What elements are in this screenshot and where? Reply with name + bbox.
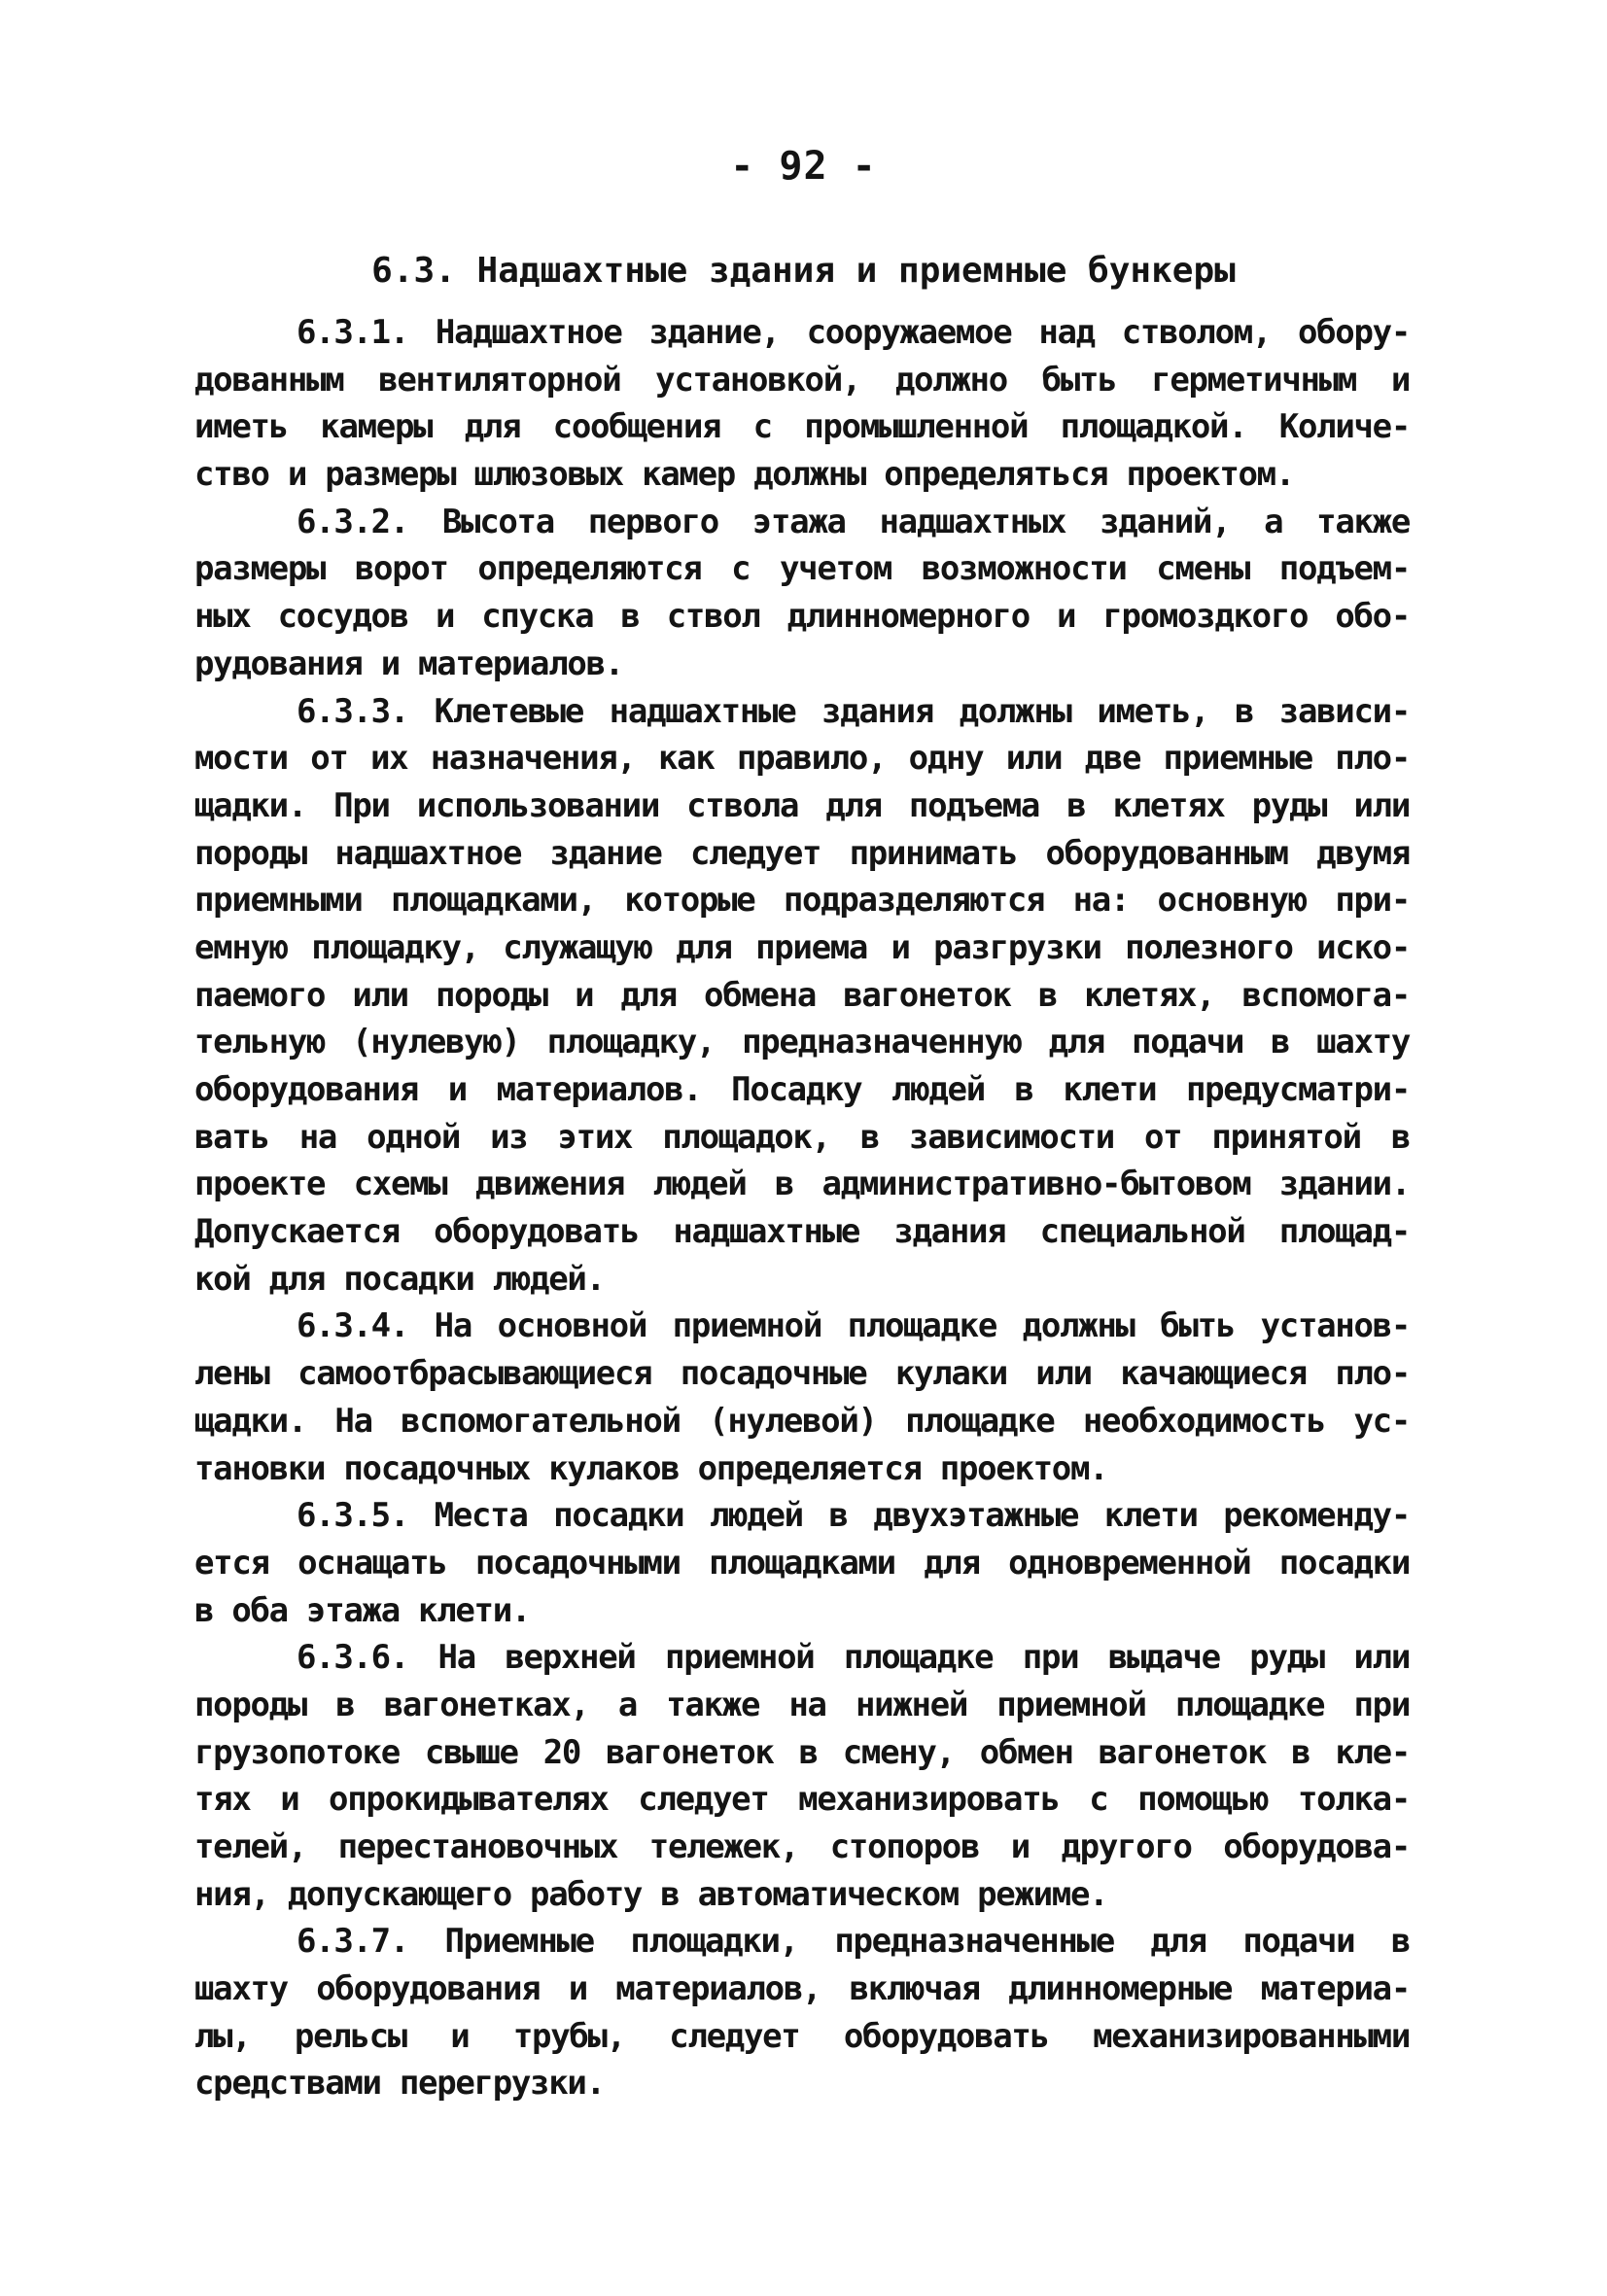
text-line: проекте схемы движения людей в административно-бытовом здании. [194, 1165, 1410, 1204]
text-line: мости от их назначения, как правило, одну или две приемные пло- [194, 739, 1410, 779]
text-line: 6.3.6. На верхней приемной площадке при выдаче руды или [297, 1638, 1410, 1678]
text-line: паемого или породы и для обмена вагонеток в клетях, вспомога- [194, 975, 1410, 1015]
text-line: кой для посадки людей. [194, 1259, 605, 1299]
text-line: в оба этажа клети. [194, 1590, 531, 1630]
text-line: лы, рельсы и трубы, следует оборудовать механизированными [194, 2016, 1410, 2056]
text-line: приемными площадками, которые подразделяются на: основную при- [194, 881, 1410, 921]
body-text [194, 309, 1410, 2107]
text-line: шахту оборудования и материалов, включая длинномерные материа- [194, 1969, 1410, 2009]
text-line: 6.3.7. Приемные площадки, предназначенные для подачи в [297, 1922, 1410, 1962]
text-line: Допускается оборудовать надшахтные здания специальной площад- [194, 1212, 1410, 1252]
text-line: ство и размеры шлюзовых камер должны определяться проектом. [194, 455, 1295, 495]
text-line: 6.3.3. Клетевые надшахтные здания должны иметь, в зависи- [297, 691, 1410, 731]
text-line: тях и опрокидывателях следует механизировать с помощью толка- [194, 1780, 1410, 1820]
text-line: вать на одной из этих площадок, в зависимости от принятой в [194, 1117, 1410, 1157]
text-line: иметь камеры для сообщения с промышленной площадкой. Количе- [194, 407, 1410, 447]
text-line: щадки. На вспомогательной (нулевой) площадке необходимость ус- [194, 1401, 1410, 1441]
text-line: породы надшахтное здание следует принимать оборудованным двумя [194, 833, 1410, 873]
text-line: дованным вентиляторной установкой, должно быть герметичным и [194, 360, 1410, 400]
text-line: рудования и материалов. [194, 644, 623, 683]
text-line: щадки. При использовании ствола для подъема в клетях руды или [194, 785, 1410, 825]
text-line: лены самоотбрасывающиеся посадочные кулаки или качающиеся пло- [194, 1354, 1410, 1394]
text-line: 6.3.2. Высота первого этажа надшахтных зданий, а также [297, 502, 1410, 541]
text-line: тановки посадочных кулаков определяется проектом. [194, 1448, 1108, 1488]
text-line: тельную (нулевую) площадку, предназначенную для подачи в шахту [194, 1023, 1410, 1062]
text-line: породы в вагонетках, а также на нижней приемной площадке при [194, 1685, 1410, 1724]
text-line: 6.3.1. Надшахтное здание, сооружаемое над стволом, обору- [297, 313, 1410, 352]
text-line: телей, перестановочных тележек, стопоров и другого оборудова- [194, 1827, 1410, 1866]
text-line: 6.3.5. Места посадки людей в двухэтажные клети рекоменду- [297, 1496, 1410, 1536]
text-line: ных сосудов и спуска в ствол длинномерного и громоздкого обо- [194, 597, 1410, 637]
text-line: оборудования и материалов. Посадку людей в клети предусматри- [194, 1070, 1410, 1109]
text-line: грузопотоке свыше 20 вагонеток в смену, обмен вагонеток в кле- [194, 1732, 1410, 1772]
page-number: - 92 - [730, 144, 877, 189]
text-line: ния, допускающего работу в автоматическом режиме. [194, 1874, 1108, 1914]
text-line: размеры ворот определяются с учетом возможности смены подъем- [194, 549, 1410, 589]
section-title: 6.3. Надшахтные здания и приемные бункеры [371, 251, 1236, 291]
text-line: ется оснащать посадочными площадками для одновременной посадки [194, 1543, 1410, 1583]
text-line: средствами перегрузки. [194, 2064, 605, 2104]
text-line: емную площадку, служащую для приема и разгрузки полезного иско- [194, 927, 1410, 967]
text-line: 6.3.4. На основной приемной площадке должны быть установ- [297, 1306, 1410, 1346]
